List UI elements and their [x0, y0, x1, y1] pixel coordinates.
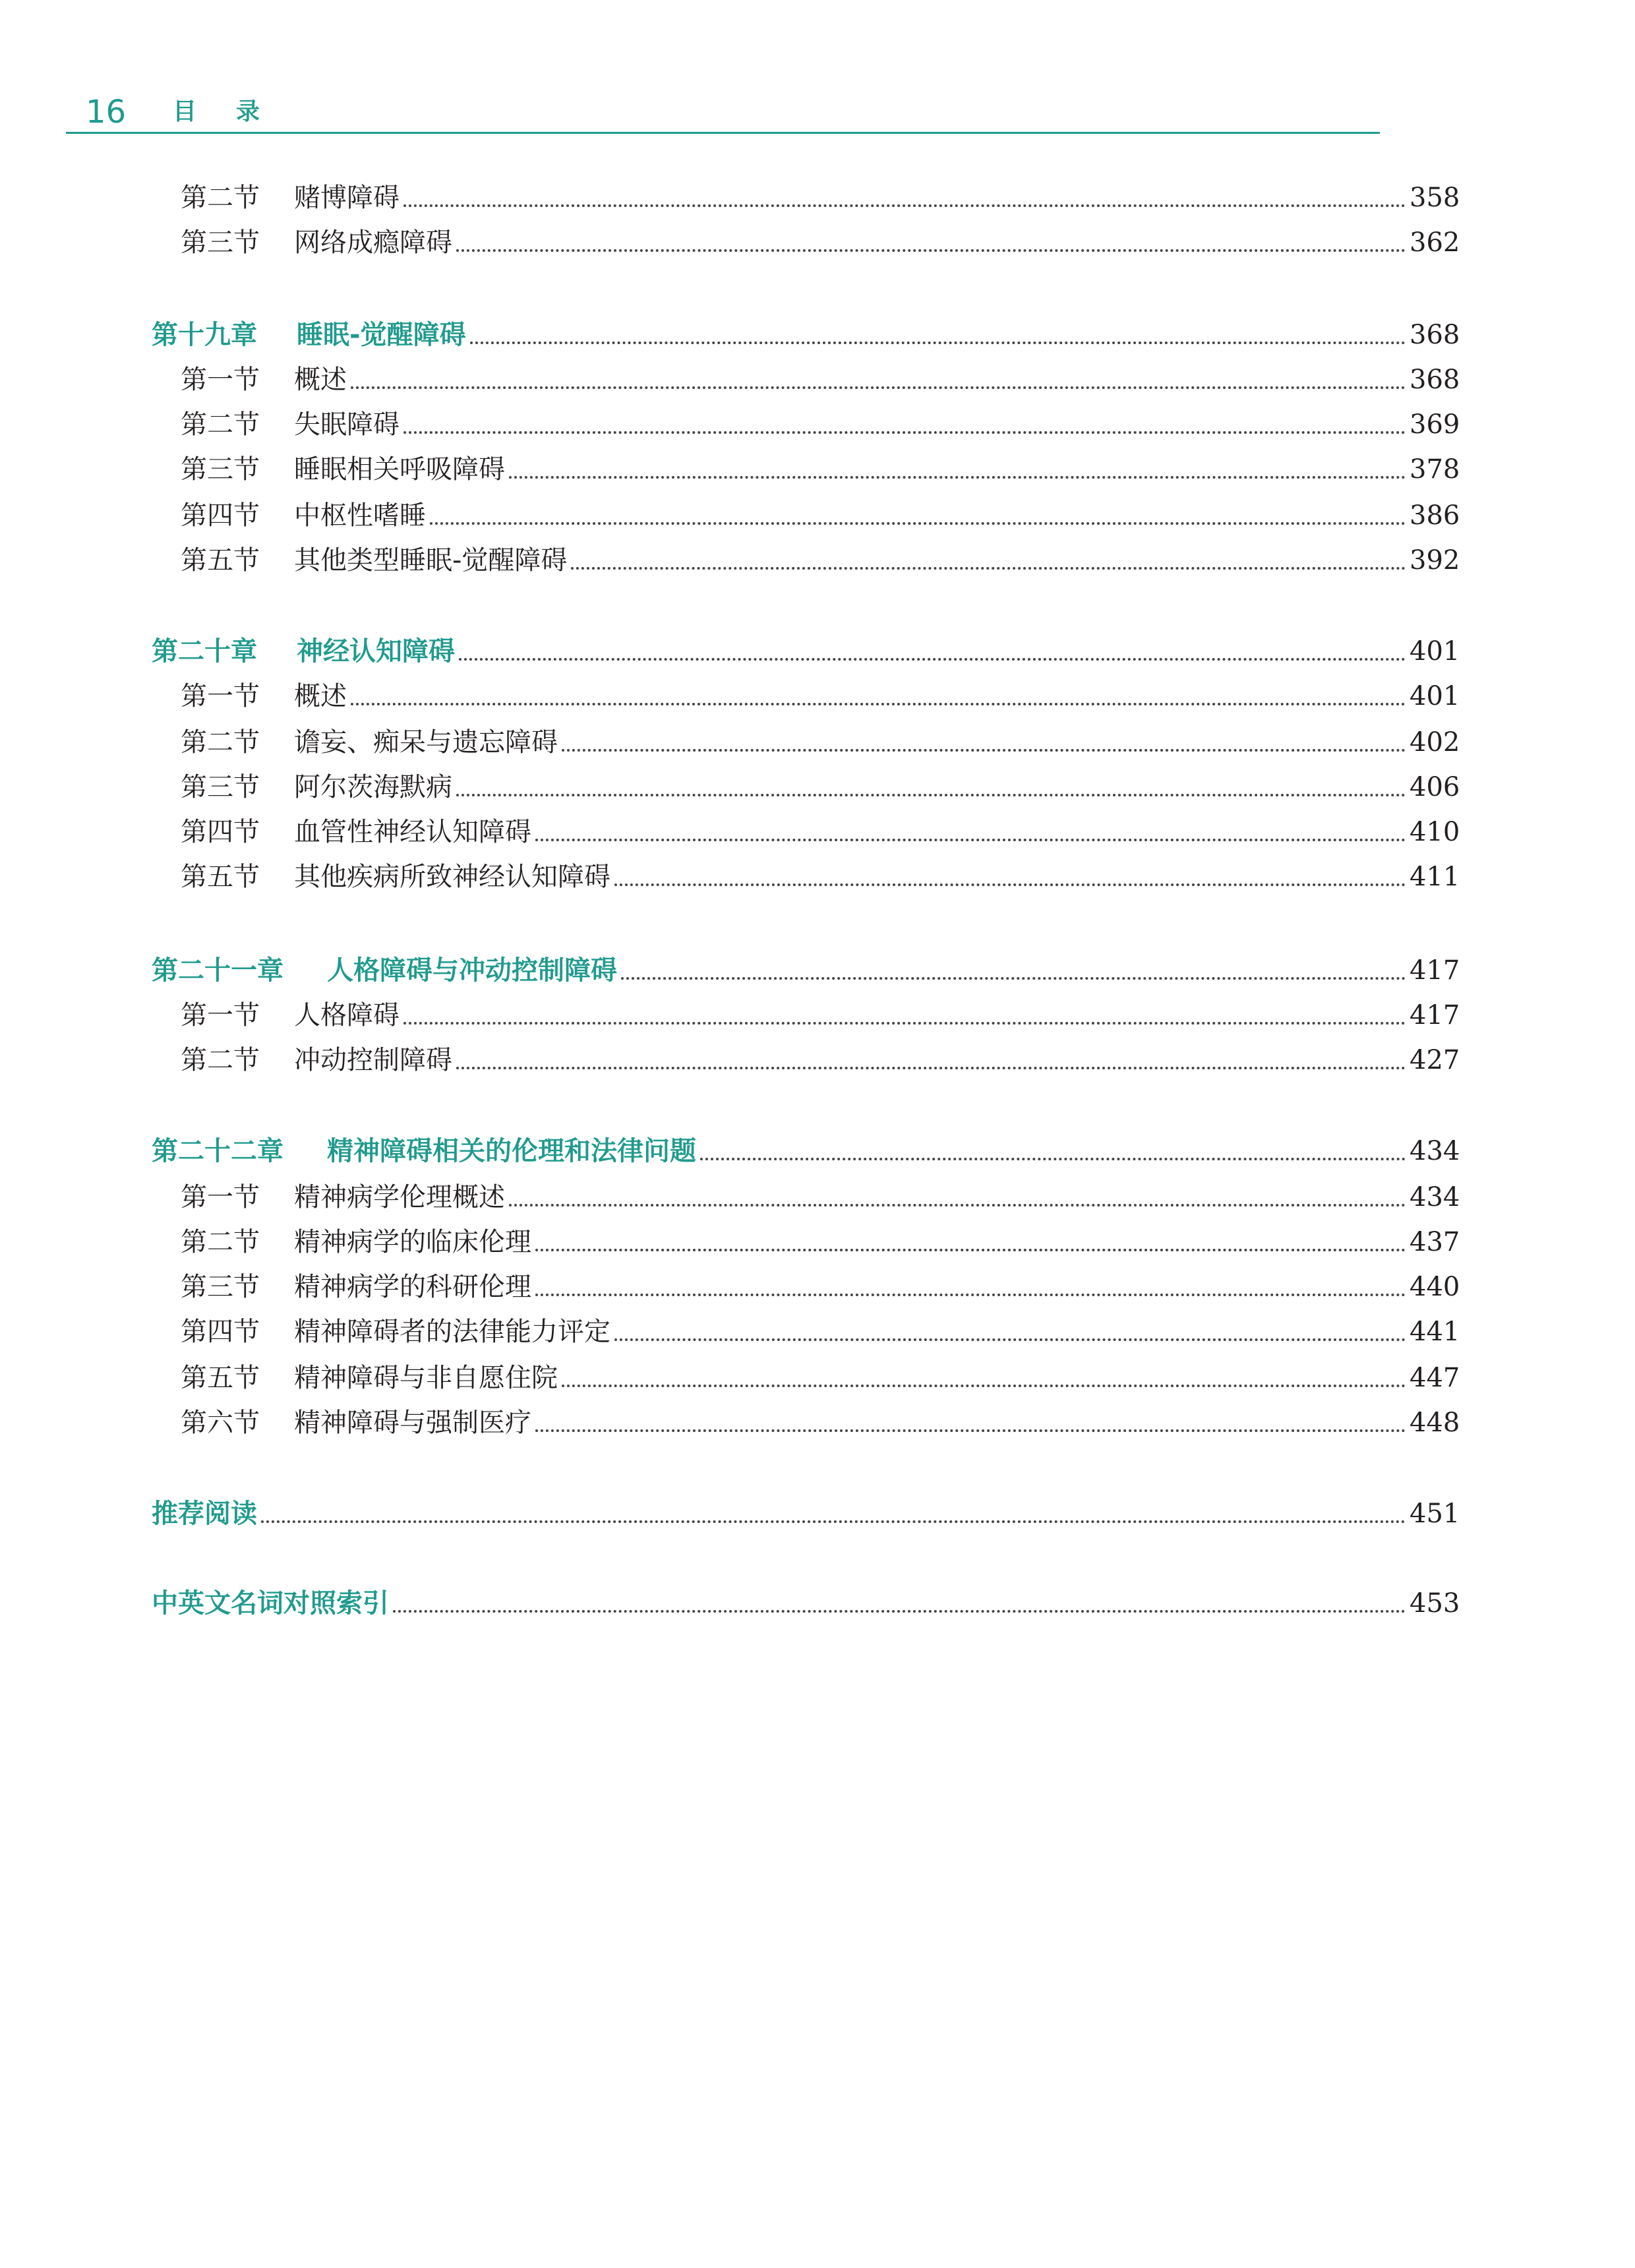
leader-dots [393, 1610, 1406, 1613]
toc-entry-title: 推荐阅读 [152, 1499, 257, 1529]
toc-entry-number: 第二十一章 [152, 955, 283, 986]
leader-dots [403, 431, 1406, 434]
toc-section-entry[interactable] [152, 178, 1460, 218]
toc-entry-page-number: 434 [1410, 1182, 1460, 1212]
toc-entry-page-number: 410 [1410, 817, 1460, 847]
toc-entry-label [152, 676, 351, 716]
leader-dots [535, 1249, 1406, 1251]
toc-entry-page-number: 402 [1410, 727, 1460, 758]
toc-entry-label [152, 1222, 535, 1262]
toc-entry-page-number: 417 [1410, 1000, 1460, 1030]
page-number: 16 [86, 94, 127, 131]
toc-entry-title: 精神障碍相关的伦理和法律问题 [327, 1136, 696, 1166]
toc-entry-label [152, 1358, 562, 1398]
leader-dots [403, 1022, 1406, 1025]
running-title: 目录 [173, 98, 300, 125]
toc-entry-number: 第四节 [181, 1317, 260, 1347]
toc-entry-page-number: 440 [1410, 1272, 1460, 1302]
toc-entry-number: 第二节 [181, 1045, 260, 1075]
toc-entry-label [152, 223, 456, 262]
toc-entry-title: 其他类型睡眠-觉醒障碍 [294, 545, 568, 576]
toc-entry-title: 概述 [294, 681, 347, 711]
toc-entry-page-number: 401 [1410, 681, 1460, 711]
toc-section-entry[interactable] [152, 223, 1460, 262]
toc-chapter-entry[interactable] [152, 1494, 1460, 1534]
toc-chapter-entry[interactable] [152, 315, 1460, 355]
toc-section-entry[interactable] [152, 723, 1460, 762]
toc-entry-label [152, 360, 351, 400]
leader-dots [614, 1338, 1406, 1341]
leader-dots [535, 839, 1406, 841]
toc-entry-page-number: 368 [1410, 320, 1460, 350]
toc-entry-number: 第四节 [181, 817, 260, 847]
toc-entry-number: 第二节 [181, 727, 260, 758]
toc-entry-title: 谵妄、痴呆与遗忘障碍 [294, 727, 558, 758]
toc-entry-page-number: 392 [1410, 545, 1460, 576]
toc-entry-label [152, 632, 459, 671]
toc-entry-title: 失眠障碍 [294, 409, 400, 440]
toc-entry-page-number: 378 [1410, 454, 1460, 485]
toc-entry-label [152, 1494, 261, 1534]
toc-entry-number: 第十九章 [152, 320, 257, 350]
toc-entry-title: 睡眠-觉醒障碍 [297, 320, 466, 350]
toc-entry-title: 睡眠相关呼吸障碍 [294, 454, 505, 485]
toc-chapter-entry[interactable] [152, 1131, 1460, 1171]
leader-dots [456, 794, 1406, 796]
toc-entry-number: 第五节 [181, 1363, 260, 1393]
leader-dots [456, 1067, 1406, 1069]
toc-entry-title: 概述 [294, 365, 347, 395]
toc-section-entry[interactable] [152, 1312, 1460, 1352]
leader-dots [470, 342, 1406, 344]
toc-entry-number: 第三节 [181, 772, 260, 802]
toc-entry-title: 网络成瘾障碍 [294, 227, 452, 258]
toc-entry-page-number: 411 [1410, 862, 1460, 892]
leader-dots [261, 1520, 1406, 1523]
toc-entry-label [152, 450, 509, 489]
toc-section-entry[interactable] [152, 1040, 1460, 1080]
toc-chapter-entry[interactable] [152, 951, 1460, 990]
leader-dots [614, 883, 1406, 886]
toc-entry-page-number: 448 [1410, 1408, 1460, 1438]
toc-section-entry[interactable] [152, 1403, 1460, 1443]
leader-dots [562, 749, 1406, 752]
toc-section-entry[interactable] [152, 405, 1460, 444]
toc-entry-label [152, 951, 621, 990]
toc-entry-title: 精神病学的临床伦理 [294, 1227, 531, 1257]
leader-dots [562, 1385, 1406, 1387]
toc-entry-label [152, 996, 403, 1035]
leader-dots [459, 658, 1406, 661]
toc-entry-number: 第一节 [181, 681, 260, 711]
toc-entry-page-number: 434 [1410, 1136, 1460, 1166]
toc-entry-number: 第二十章 [152, 636, 257, 667]
toc-entry-number: 第一节 [181, 365, 260, 395]
toc-entry-number: 第一节 [181, 1182, 260, 1212]
toc-entry-page-number: 447 [1410, 1363, 1460, 1393]
toc-section-entry[interactable] [152, 541, 1460, 580]
leader-dots [535, 1429, 1406, 1432]
toc-section-entry[interactable] [152, 450, 1460, 489]
toc-entry-number: 第二节 [181, 1227, 260, 1257]
toc-entry-number: 第五节 [181, 862, 260, 892]
toc-chapter-entry[interactable] [152, 1584, 1460, 1623]
toc-entry-label [152, 1040, 456, 1080]
toc-entry-number: 第三节 [181, 227, 260, 258]
toc-entry-page-number: 437 [1410, 1227, 1460, 1257]
leader-dots [571, 567, 1406, 570]
leader-dots [700, 1158, 1406, 1160]
page-header [86, 91, 1457, 133]
toc-entry-page-number: 358 [1410, 183, 1460, 213]
toc-entry-number: 第三节 [181, 454, 260, 485]
toc-entry-number: 第一节 [181, 1000, 260, 1030]
toc-section-entry[interactable] [152, 1222, 1460, 1262]
toc-section-entry[interactable] [152, 767, 1460, 807]
toc-entry-page-number: 368 [1410, 365, 1460, 395]
toc-section-entry[interactable] [152, 496, 1460, 535]
toc-entry-page-number: 406 [1410, 772, 1460, 802]
toc-entry-title: 其他疾病所致神经认知障碍 [294, 862, 610, 892]
toc-section-entry[interactable] [152, 996, 1460, 1035]
toc-entry-number: 第三节 [181, 1272, 260, 1302]
toc-entry-page-number: 362 [1410, 227, 1460, 258]
toc-entry-title: 精神障碍与强制医疗 [294, 1408, 531, 1438]
toc-entry-title: 人格障碍与冲动控制障碍 [327, 955, 617, 986]
toc-entry-label [152, 857, 614, 897]
toc-entry-label [152, 496, 430, 535]
toc-entry-label [152, 178, 403, 218]
toc-section-entry[interactable] [152, 1178, 1460, 1217]
leader-dots [535, 1294, 1406, 1296]
toc-entry-label [152, 1131, 700, 1171]
toc-entry-label [152, 1403, 535, 1443]
toc-entry-number: 第二十二章 [152, 1136, 283, 1166]
toc-entry-label [152, 767, 456, 807]
toc-entry-page-number: 401 [1410, 636, 1460, 667]
toc-entry-title: 中英文名词对照索引 [152, 1588, 389, 1619]
toc-entry-number: 第二节 [181, 183, 260, 213]
toc-entry-title: 血管性神经认知障碍 [294, 817, 531, 847]
toc-entry-title: 精神病学伦理概述 [294, 1182, 505, 1212]
toc-section-entry[interactable] [152, 676, 1460, 716]
toc-entry-page-number: 427 [1410, 1045, 1460, 1075]
toc-entry-title: 赌博障碍 [294, 183, 400, 213]
toc-entry-page-number: 441 [1410, 1317, 1460, 1347]
toc-entry-page-number: 386 [1410, 500, 1460, 531]
toc-section-entry[interactable] [152, 857, 1460, 897]
toc-entry-title: 中枢性嗜睡 [294, 500, 426, 531]
toc-entry-page-number: 451 [1410, 1499, 1460, 1529]
toc-entry-label [152, 1312, 614, 1352]
toc-section-entry[interactable] [152, 812, 1460, 852]
toc-chapter-entry[interactable] [152, 632, 1460, 671]
toc-entry-page-number: 417 [1410, 955, 1460, 986]
leader-dots [403, 204, 1406, 207]
toc-entry-page-number: 453 [1410, 1588, 1460, 1619]
toc-entry-title: 冲动控制障碍 [294, 1045, 452, 1075]
toc-section-entry[interactable] [152, 1358, 1460, 1398]
leader-dots [351, 386, 1406, 389]
toc-entry-title: 精神障碍与非自愿住院 [294, 1363, 558, 1393]
toc-section-entry[interactable] [152, 360, 1460, 400]
toc-entry-label [152, 723, 562, 762]
toc-entry-number: 第四节 [181, 500, 260, 531]
toc-entry-number: 第二节 [181, 409, 260, 440]
toc-entry-label [152, 1267, 535, 1307]
toc-entry-title: 精神病学的科研伦理 [294, 1272, 531, 1302]
toc-entry-number: 第五节 [181, 545, 260, 576]
toc-entry-label [152, 1178, 509, 1217]
leader-dots [430, 522, 1406, 525]
toc-entry-number: 第六节 [181, 1408, 260, 1438]
toc-entry-title: 人格障碍 [294, 1000, 400, 1030]
toc-entry-title: 阿尔茨海默病 [294, 772, 452, 802]
leader-dots [509, 1204, 1406, 1207]
leader-dots [456, 249, 1406, 252]
toc-entry-title: 精神障碍者的法律能力评定 [294, 1317, 610, 1347]
toc-entry-label [152, 315, 470, 355]
toc-entry-label [152, 541, 571, 580]
toc-entry-title: 神经认知障碍 [297, 636, 455, 667]
toc-entry-label [152, 1584, 393, 1623]
leader-dots [621, 977, 1406, 980]
toc-entry-label [152, 812, 535, 852]
toc-entry-page-number: 369 [1410, 409, 1460, 440]
leader-dots [351, 703, 1406, 705]
toc-entry-label [152, 405, 403, 444]
header-rule [66, 132, 1380, 134]
leader-dots [509, 476, 1406, 479]
toc-section-entry[interactable] [152, 1267, 1460, 1307]
